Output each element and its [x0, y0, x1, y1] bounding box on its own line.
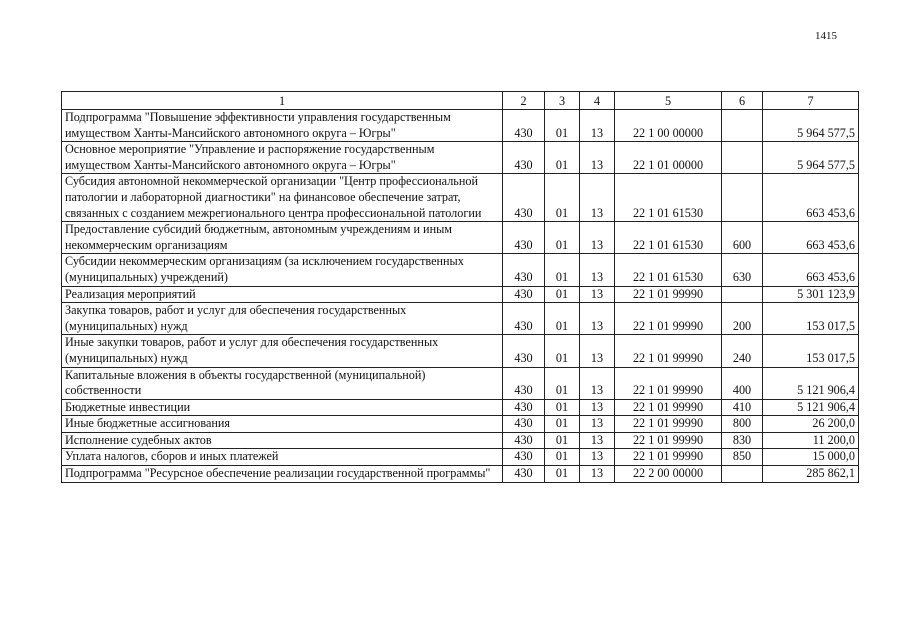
expense-type-code-cell: 630: [722, 254, 763, 286]
expense-type-code-cell: [722, 174, 763, 222]
section-code-cell: 01: [545, 222, 580, 254]
table-header-row: [62, 92, 859, 110]
table-row: [62, 449, 859, 466]
amount-cell: 663 453,6: [763, 174, 859, 222]
target-article-code-cell: 22 1 01 99990: [615, 335, 722, 367]
subsection-code-cell: 13: [580, 335, 615, 367]
section-code-cell: 01: [545, 303, 580, 335]
target-article-code-cell: 22 1 01 99990: [615, 367, 722, 399]
admin-code-cell: 430: [503, 416, 545, 433]
amount-cell: 5 121 906,4: [763, 367, 859, 399]
item-name-cell: Предоставление субсидий бюджетным, автономным учреждениям и иным некоммерческим организациям: [62, 222, 503, 254]
amount-cell: 153 017,5: [763, 335, 859, 367]
item-name-cell: Бюджетные инвестиции: [62, 399, 503, 416]
amount-cell: 663 453,6: [763, 222, 859, 254]
subsection-code-cell: 13: [580, 174, 615, 222]
item-name-cell: Закупка товаров, работ и услуг для обеспечения государственных (муниципальных) нужд: [62, 303, 503, 335]
subsection-code-cell: 13: [580, 286, 615, 303]
item-name-cell: Иные закупки товаров, работ и услуг для обеспечения государственных (муниципальных) нужд: [62, 335, 503, 367]
amount-cell: 153 017,5: [763, 303, 859, 335]
target-article-code-cell: 22 1 01 99990: [615, 286, 722, 303]
item-name-cell: Уплата налогов, сборов и иных платежей: [62, 449, 503, 466]
header-cell: 2: [503, 92, 545, 110]
amount-cell: 5 301 123,9: [763, 286, 859, 303]
header-cell: 1: [62, 92, 503, 110]
table-row: [62, 432, 859, 449]
header-cell: 4: [580, 92, 615, 110]
expense-type-code-cell: 830: [722, 432, 763, 449]
table-row: [62, 466, 859, 483]
subsection-code-cell: 13: [580, 432, 615, 449]
item-name-cell: Субсидии некоммерческим организациям (за исключением государственных (муниципальных) учреждений): [62, 254, 503, 286]
item-name-cell: Подпрограмма "Ресурсное обеспечение реализации государственной программы": [62, 466, 503, 483]
expense-type-code-cell: 240: [722, 335, 763, 367]
expense-type-code-cell: 800: [722, 416, 763, 433]
section-code-cell: 01: [545, 432, 580, 449]
item-name-cell: Иные бюджетные ассигнования: [62, 416, 503, 433]
section-code-cell: 01: [545, 254, 580, 286]
item-name-cell: Субсидия автономной некоммерческой организации "Центр профессиональной патологии и лабораторной диагностики" на финансовое обеспечение затрат, связанных с созданием межрегионального центра профессиональной патологии: [62, 174, 503, 222]
expense-type-code-cell: 850: [722, 449, 763, 466]
admin-code-cell: 430: [503, 367, 545, 399]
subsection-code-cell: 13: [580, 222, 615, 254]
table-row: [62, 286, 859, 303]
item-name-cell: Реализация мероприятий: [62, 286, 503, 303]
admin-code-cell: 430: [503, 399, 545, 416]
admin-code-cell: 430: [503, 286, 545, 303]
expense-type-code-cell: 200: [722, 303, 763, 335]
subsection-code-cell: 13: [580, 449, 615, 466]
amount-cell: 285 862,1: [763, 466, 859, 483]
item-name-cell: Исполнение судебных актов: [62, 432, 503, 449]
table-row: [62, 222, 859, 254]
subsection-code-cell: 13: [580, 254, 615, 286]
section-code-cell: 01: [545, 399, 580, 416]
section-code-cell: 01: [545, 335, 580, 367]
table-row: [62, 254, 859, 286]
subsection-code-cell: 13: [580, 367, 615, 399]
subsection-code-cell: 13: [580, 466, 615, 483]
amount-cell: 5 964 577,5: [763, 142, 859, 174]
header-cell: 5: [615, 92, 722, 110]
target-article-code-cell: 22 2 00 00000: [615, 466, 722, 483]
table-row: [62, 174, 859, 222]
table-row: [62, 416, 859, 433]
target-article-code-cell: 22 1 01 99990: [615, 399, 722, 416]
admin-code-cell: 430: [503, 110, 545, 142]
admin-code-cell: 430: [503, 335, 545, 367]
section-code-cell: 01: [545, 449, 580, 466]
section-code-cell: 01: [545, 286, 580, 303]
target-article-code-cell: 22 1 01 61530: [615, 254, 722, 286]
section-code-cell: 01: [545, 466, 580, 483]
target-article-code-cell: 22 1 01 99990: [615, 303, 722, 335]
expense-type-code-cell: [722, 286, 763, 303]
amount-cell: 11 200,0: [763, 432, 859, 449]
table-row: [62, 399, 859, 416]
table-row: [62, 303, 859, 335]
admin-code-cell: 430: [503, 303, 545, 335]
expense-type-code-cell: 400: [722, 367, 763, 399]
admin-code-cell: 430: [503, 222, 545, 254]
target-article-code-cell: 22 1 01 99990: [615, 432, 722, 449]
subsection-code-cell: 13: [580, 416, 615, 433]
budget-table: [61, 91, 859, 483]
item-name-cell: Подпрограмма "Повышение эффективности управления государственным имуществом Ханты-Мансийского автономного округа – Югры": [62, 110, 503, 142]
header-cell: 6: [722, 92, 763, 110]
header-cell: 3: [545, 92, 580, 110]
section-code-cell: 01: [545, 110, 580, 142]
amount-cell: 5 964 577,5: [763, 110, 859, 142]
admin-code-cell: 430: [503, 432, 545, 449]
expense-type-code-cell: [722, 142, 763, 174]
table-row: [62, 110, 859, 142]
target-article-code-cell: 22 1 01 61530: [615, 222, 722, 254]
subsection-code-cell: 13: [580, 399, 615, 416]
expense-type-code-cell: 410: [722, 399, 763, 416]
amount-cell: 15 000,0: [763, 449, 859, 466]
admin-code-cell: 430: [503, 466, 545, 483]
item-name-cell: Капитальные вложения в объекты государственной (муниципальной) собственности: [62, 367, 503, 399]
expense-type-code-cell: 600: [722, 222, 763, 254]
subsection-code-cell: 13: [580, 303, 615, 335]
amount-cell: 26 200,0: [763, 416, 859, 433]
target-article-code-cell: 22 1 00 00000: [615, 110, 722, 142]
admin-code-cell: 430: [503, 254, 545, 286]
expense-type-code-cell: [722, 466, 763, 483]
table-row: [62, 142, 859, 174]
admin-code-cell: 430: [503, 449, 545, 466]
section-code-cell: 01: [545, 416, 580, 433]
amount-cell: 663 453,6: [763, 254, 859, 286]
admin-code-cell: 430: [503, 142, 545, 174]
target-article-code-cell: 22 1 01 99990: [615, 449, 722, 466]
admin-code-cell: 430: [503, 174, 545, 222]
page-number: 1415: [815, 30, 837, 42]
target-article-code-cell: 22 1 01 99990: [615, 416, 722, 433]
section-code-cell: 01: [545, 142, 580, 174]
header-cell: 7: [763, 92, 859, 110]
table-row: [62, 335, 859, 367]
expense-type-code-cell: [722, 110, 763, 142]
target-article-code-cell: 22 1 01 00000: [615, 142, 722, 174]
amount-cell: 5 121 906,4: [763, 399, 859, 416]
section-code-cell: 01: [545, 174, 580, 222]
section-code-cell: 01: [545, 367, 580, 399]
table-row: [62, 367, 859, 399]
item-name-cell: Основное мероприятие "Управление и распоряжение государственным имуществом Ханты-Мансийского автономного округа – Югры": [62, 142, 503, 174]
subsection-code-cell: 13: [580, 142, 615, 174]
subsection-code-cell: 13: [580, 110, 615, 142]
target-article-code-cell: 22 1 01 61530: [615, 174, 722, 222]
